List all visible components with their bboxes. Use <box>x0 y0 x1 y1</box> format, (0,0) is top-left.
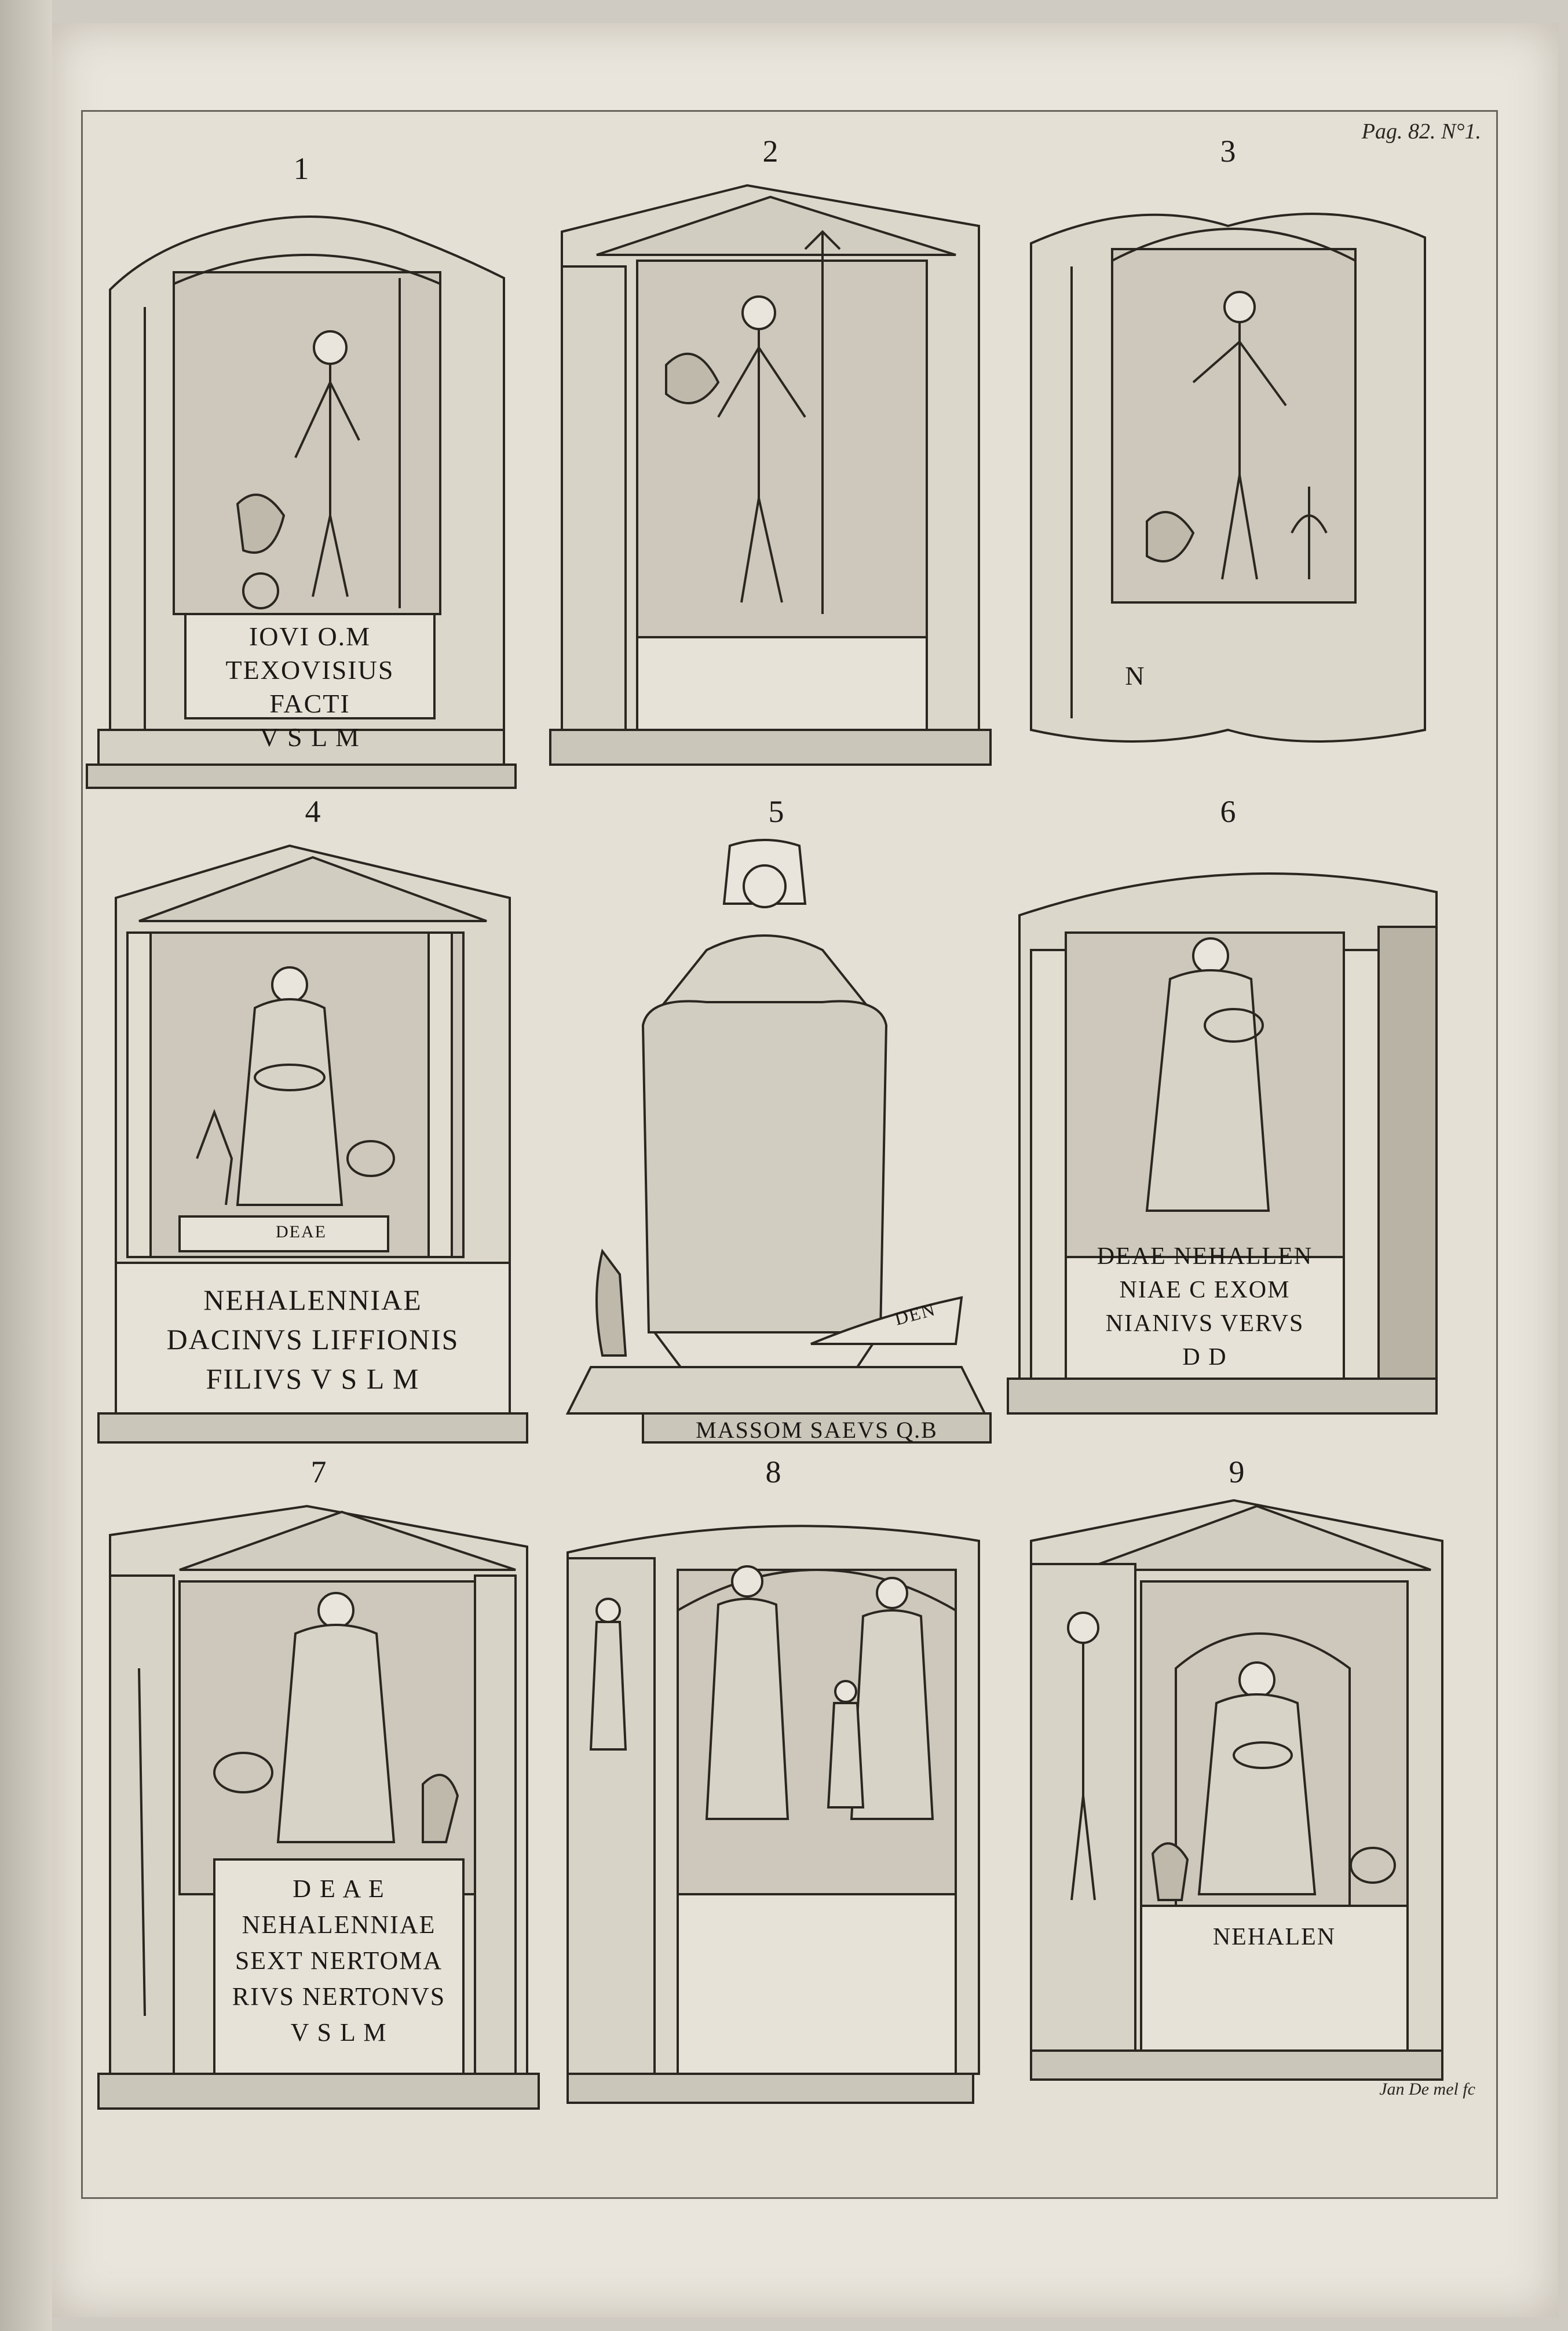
inscription-line: DEAE NEHALLEN <box>1096 1243 1313 1270</box>
inscription-line: N <box>1125 661 1146 690</box>
statue-5-base <box>643 1416 990 1444</box>
altar-3-inscription <box>1106 660 1164 691</box>
altar-number: 3 <box>1220 134 1236 169</box>
altar-6 <box>1008 794 1448 1437</box>
inscription-line: FACTI <box>269 689 350 718</box>
statue-5 <box>556 794 996 1448</box>
inscription-line: NEHALENNIAE <box>242 1910 436 1939</box>
inscription-line: NIANIVS VERVS <box>1105 1310 1304 1337</box>
altar-4 <box>93 794 533 1448</box>
altar-number: 7 <box>310 1455 327 1489</box>
inscription-line: D D <box>1182 1344 1227 1371</box>
altar-2-drawing <box>550 174 990 788</box>
altar-1-inscription <box>185 620 434 754</box>
altar-9 <box>1025 1455 1448 2109</box>
inscription-line: SEXT NERTOMA <box>235 1946 443 1975</box>
scroll-text: DEN <box>892 1298 938 1329</box>
altar-number: 1 <box>293 151 309 186</box>
altar-number: 2 <box>762 134 778 169</box>
altar-number: 6 <box>1220 794 1236 829</box>
altar-9-drawing <box>1025 1495 1448 2109</box>
altar-7-inscription <box>214 1871 463 2051</box>
inscription-line: RIVS NERTONVS <box>232 1982 446 2011</box>
altar-8-drawing <box>562 1495 985 2109</box>
inscription-line: NEHALEN <box>1212 1924 1336 1950</box>
inscription-line: D E A E <box>293 1875 385 1903</box>
statue-5-drawing <box>556 834 996 1448</box>
altar-6-inscription <box>1060 1240 1350 1374</box>
inscription-line: DACINVS LIFFIONIS <box>166 1323 459 1356</box>
book-gutter <box>0 0 52 2331</box>
inscription-line: IOVI O.M <box>248 622 371 651</box>
inscription-line: NEHALENNIAE <box>203 1284 422 1316</box>
altar-4-deae <box>237 1222 365 1242</box>
altar-9-inscription <box>1141 1923 1408 1951</box>
altar-7 <box>98 1455 539 2120</box>
inscription-line: DEAE <box>276 1222 327 1241</box>
inscription-line: TEXOVISIUS <box>225 655 394 685</box>
inscription-line: FILIVS V S L M <box>206 1362 420 1395</box>
inscription-line: V S L M <box>259 722 360 752</box>
altar-2 <box>550 134 990 788</box>
altar-4-inscription <box>116 1280 510 1398</box>
altar-1 <box>87 151 516 794</box>
altar-8 <box>562 1455 985 2109</box>
inscription-line: NIAE C EXOM <box>1119 1277 1291 1303</box>
altar-3-drawing <box>1019 174 1437 776</box>
inscription-line: V S L M <box>290 2018 388 2047</box>
base-inscription: MASSOM SAEVS Q.B <box>696 1417 938 1443</box>
altar-number: 5 <box>768 794 784 829</box>
altar-number: 9 <box>1229 1455 1245 1489</box>
engraver-signature: Jan De mel fc <box>1379 2080 1475 2099</box>
page-reference: Pag. 82. N°1. <box>1361 119 1481 144</box>
altar-number: 8 <box>765 1455 781 1489</box>
altar-3 <box>1019 134 1437 776</box>
altar-number: 4 <box>305 794 321 829</box>
